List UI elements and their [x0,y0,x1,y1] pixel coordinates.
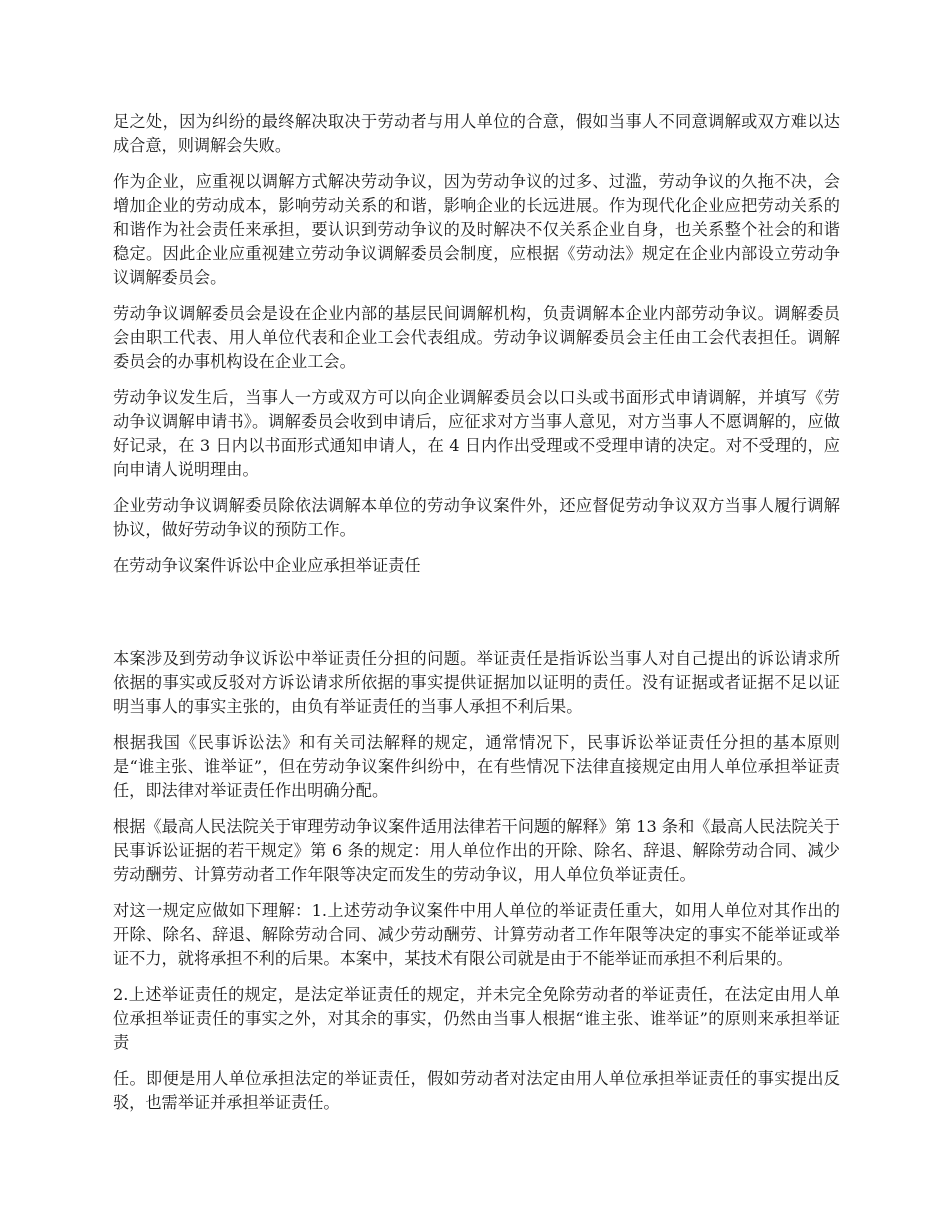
section-heading: 在劳动争议案件诉讼中企业应承担举证责任 [113,556,421,575]
paragraph-11: 任。即便是用人单位承担法定的举证责任，假如劳动者对法定由用人单位承担举证责任的事实提出反驳，也需举证并承担举证责任。 [113,1069,840,1112]
paragraph-6: 本案涉及到劳动争议诉讼中举证责任分担的问题。举证责任是指诉讼当事人对自己提出的诉讼请求所依据的事实或反驳对方诉讼请求所依据的事实提供证据加以证明的责任。没有证据或者证据不足以证明当事人的事实主张的，由负有举证责任的当事人承担不利后果。 [113,649,840,716]
paragraph-1: 足之处，因为纠纷的最终解决取决于劳动者与用人单位的合意，假如当事人不同意调解或双方难以达成合意，则调解会失败。 [113,112,840,155]
paragraph-8: 根据《最高人民法院关于审理劳动争议案件适用法律若干问题的解释》第 13 条和《最高人民法院关于民事诉讼证据的若干规定》第 6 条的规定：用人单位作出的开除、除名、辞退、解除劳动合同、减少劳动酬劳、计算劳动者工作年限等决定而发生的劳动争议，用人单位负举证责任。 [113,817,840,884]
paragraph-10: 2.上述举证责任的规定，是法定举证责任的规定，并未完全免除劳动者的举证责任，在法定由用人单位承担举证责任的事实之外，对其余的事实，仍然由当事人根据“谁主张、谁举证”的原则来承担举证责 [113,985,840,1052]
paragraph-4: 劳动争议发生后，当事人一方或双方可以向企业调解委员会以口头或书面形式申请调解，并填写《劳动争议调解申请书》。调解委员会收到申请后，应征求对方当事人意见，对方当事人不愿调解的，应做好记录，在 3 日内以书面形式通知申请人，在 4 日内作出受理或不受理申请的决定。对不受理的，应向申请人说明理由。 [113,388,840,479]
paragraph-9: 对这一规定应做如下理解：1.上述劳动争议案件中用人单位的举证责任重大，如用人单位对其作出的开除、除名、辞退、解除劳动合同、减少劳动酬劳、计算劳动者工作年限等决定的事实不能举证或举证不力，就将承担不利的后果。本案中，某技术有限公司就是由于不能举证而承担不利后果的。 [113,901,840,968]
paragraph-7: 根据我国《民事诉讼法》和有关司法解释的规定，通常情况下，民事诉讼举证责任分担的基本原则是“谁主张、谁举证”，但在劳动争议案件纠纷中，在有些情况下法律直接规定由用人单位承担举证责任，即法律对举证责任作出明确分配。 [113,733,840,800]
paragraph-5: 企业劳动争议调解委员除依法调解本单位的劳动争议案件外，还应督促劳动争议双方当事人履行调解协议，做好劳动争议的预防工作。 [113,496,840,539]
paragraph-2: 作为企业，应重视以调解方式解决劳动争议，因为劳动争议的过多、过滥，劳动争议的久拖不决，会增加企业的劳动成本，影响劳动关系的和谐，影响企业的长远进展。作为现代化企业应把劳动关系的和谐作为社会责任来承担，要认识到劳动争议的及时解决不仅关系企业自身，也关系整个社会的和谐稳定。因此企业应重视建立劳动争议调解委员会制度，应根据《劳动法》规定在企业内部设立劳动争议调解委员会。 [113,172,840,287]
paragraph-3: 劳动争议调解委员会是设在企业内部的基层民间调解机构，负责调解本企业内部劳动争议。调解委员会由职工代表、用人单位代表和企业工会代表组成。劳动争议调解委员会主任由工会代表担任。调解委员会的办事机构设在企业工会。 [113,304,840,371]
